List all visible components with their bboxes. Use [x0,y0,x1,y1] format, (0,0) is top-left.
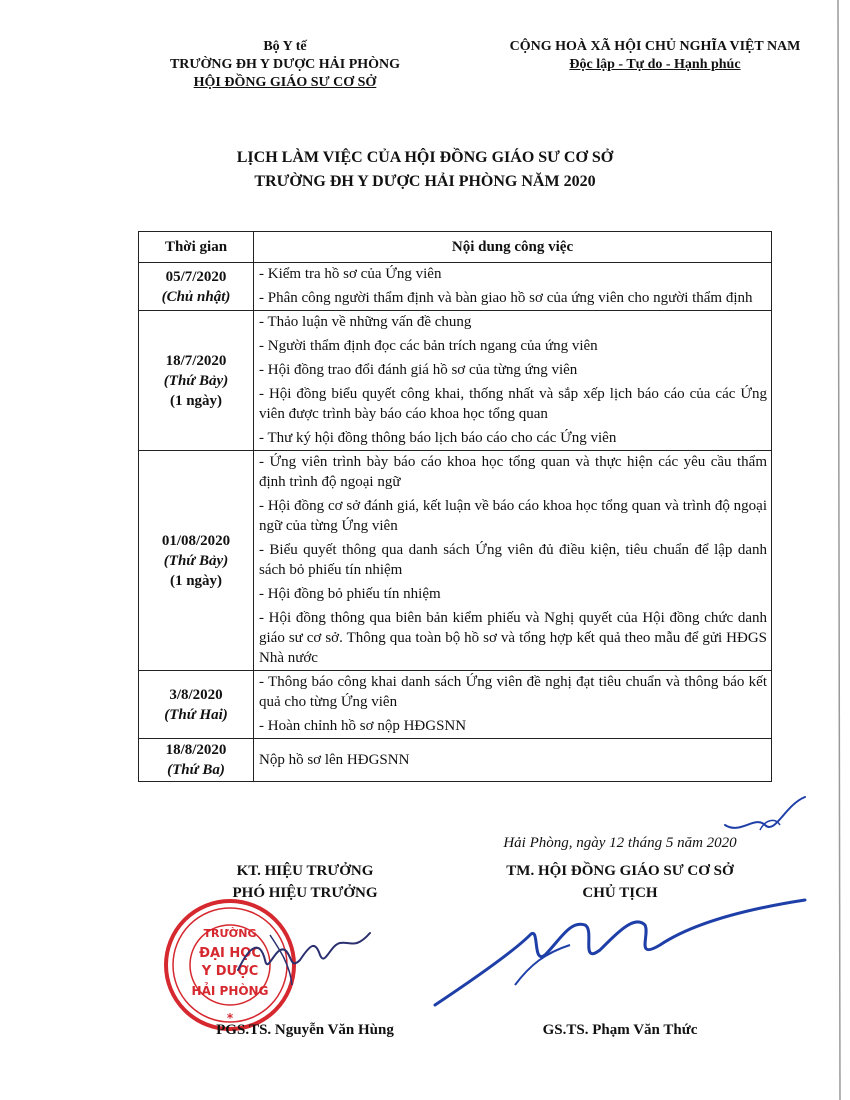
time-cell [139,451,254,671]
schedule-table [138,231,772,782]
row-day: (Thứ Ba) [167,762,225,778]
council-name: HỘI ĐỒNG GIÁO SƯ CƠ SỞ [193,75,377,90]
task-item: - Hội đồng bỏ phiếu tín nhiệm [259,586,441,602]
table-row [139,671,772,739]
row-duration: (1 ngày) [169,392,223,409]
table-header-row [139,232,772,263]
row-duration: (1 ngày) [169,572,223,589]
header-right [480,38,830,74]
initial-mark [720,795,810,855]
row-day: (Thứ Hai) [164,706,228,723]
country-name: CỘNG HOÀ XÃ HỘI CHỦ NGHĨA VIỆT NAM [509,39,801,54]
content-cell [254,671,772,739]
header-content: Nội dung công việc [254,232,772,263]
task-item: - Hoàn chỉnh hồ sơ nộp HĐGSNN [259,718,467,734]
row-day: (Thứ Bảy) [163,372,229,389]
time-cell [139,739,254,782]
time-cell [139,671,254,739]
task-item: - Thư ký hội đồng thông báo lịch báo cáo cho các Ứng viên [259,430,617,446]
svg-text:ĐẠI HỌC: ĐẠI HỌC [199,946,261,961]
task-item: - Hội đồng thông qua biên bản kiểm phiếu và Nghị quyết của Hội đồng chức danh giáo sư cơ sở. Thông qua toàn bộ hồ sơ và tổng hợp kết quả theo mẫu để gửi HĐGS Nhà nước [259,610,767,666]
table-row [139,739,772,782]
task-item: - Biểu quyết thông qua danh sách Ứng viên đủ điều kiện, tiêu chuẩn để lập danh sách bỏ phiếu tín nhiệm [259,542,767,578]
time-cell [139,263,254,311]
document-title [120,146,730,194]
task-item: - Người thẩm định đọc các bản trích ngang của ứng viên [259,338,598,354]
header-time: Thời gian [139,232,254,263]
row-date: 18/8/2020 [165,742,227,758]
row-day: (Thứ Bảy) [163,552,229,569]
task-item: - Hội đồng biểu quyết công khai, thống nhất và sắp xếp lịch báo cáo của các Ứng viên được trình bày báo cáo khoa học tổng quan [259,386,767,422]
task-item: - Phân công người thẩm định và bàn giao hồ sơ của ứng viên cho người thẩm định [259,290,753,306]
signatory-right-line-2: CHỦ TỊCH [582,885,658,901]
content-cell [254,451,772,671]
header-left [150,38,420,92]
svg-text:HẢI PHÒNG: HẢI PHÒNG [191,984,269,998]
signatory-right-name: GS.TS. Phạm Văn Thức [542,1022,698,1038]
signatory-right-line-1: TM. HỘI ĐỒNG GIÁO SƯ CƠ SỞ [506,863,734,879]
signatory-left-name: PGS.TS. Nguyễn Văn Hùng [216,1022,394,1038]
content-cell [254,311,772,451]
signatory-left-line-1: KT. HIỆU TRƯỞNG [236,863,374,879]
task-item: - Ứng viên trình bày báo cáo khoa học tổng quan và thực hiện các yêu cầu thẩm định trình độ ngoại ngữ [259,454,767,490]
task-item: - Thông báo công khai danh sách Ứng viên đề nghị đạt tiêu chuẩn và thông báo kết quả cho từng Ứng viên [259,674,767,710]
title-line-2: TRƯỜNG ĐH Y DƯỢC HẢI PHÒNG NĂM 2020 [254,173,596,190]
row-date: 01/08/2020 [161,532,231,549]
svg-text:Y DƯỢC: Y DƯỢC [201,964,259,979]
row-date: 18/7/2020 [165,352,227,369]
table-row [139,451,772,671]
task-item: Nộp hồ sơ lên HĐGSNN [259,751,410,768]
time-cell [139,311,254,451]
task-item: - Thảo luận về những vấn đề chung [259,314,472,330]
row-date: 05/7/2020 [165,268,227,285]
task-item: - Hội đồng trao đổi đánh giá hồ sơ của từng ứng viên [259,362,578,378]
table-row [139,311,772,451]
title-line-1: LỊCH LÀM VIỆC CỦA HỘI ĐỒNG GIÁO SƯ CƠ SỞ [236,149,614,166]
signature-left [230,915,380,990]
svg-text:*: * [226,1011,234,1025]
table-row [139,263,772,311]
date-place: Hải Phòng, ngày 12 tháng 5 năm 2020 [503,835,737,851]
content-cell [254,739,772,782]
ministry-label: Bộ Y tế [263,39,307,54]
row-date: 3/8/2020 [169,686,223,703]
signatory-left-line-2: PHÓ HIỆU TRƯỞNG [232,885,378,901]
svg-text:TRƯỜNG: TRƯỜNG [203,927,257,940]
school-name: TRƯỜNG ĐH Y DƯỢC HẢI PHÒNG [169,57,401,72]
signature-right [420,895,810,1025]
content-cell [254,263,772,311]
task-item: - Hội đồng cơ sở đánh giá, kết luận về báo cáo khoa học tổng quan và trình độ ngoại ngữ của từng Ứng viên [259,498,767,534]
motto: Độc lập - Tự do - Hạnh phúc [569,57,741,72]
task-item: - Kiểm tra hồ sơ của Ứng viên [259,266,442,282]
row-day: (Chủ nhật) [161,288,231,305]
